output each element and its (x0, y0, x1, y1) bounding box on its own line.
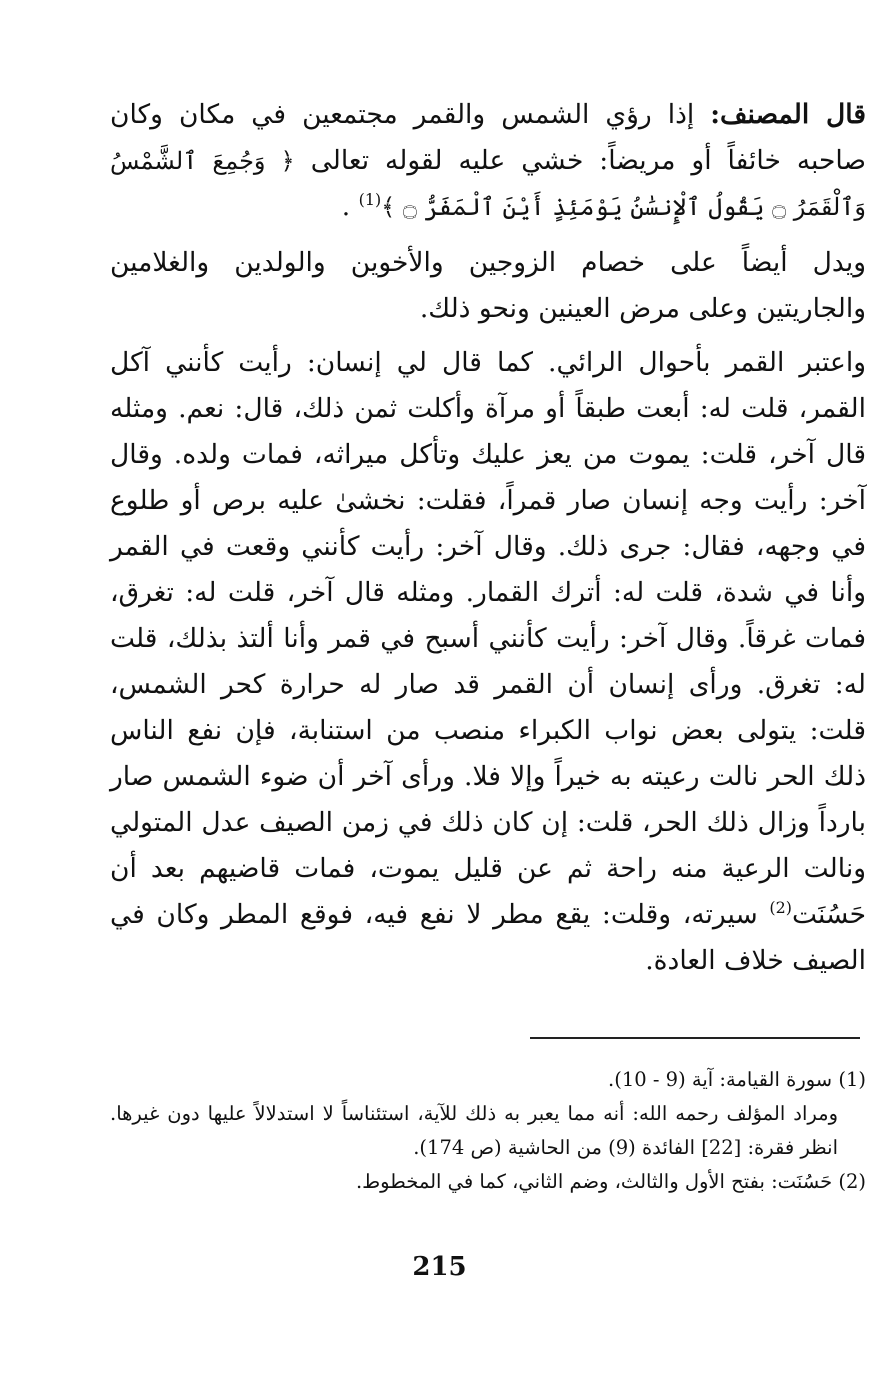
paragraph-1 (110, 92, 866, 230)
page-number: 215 (412, 1252, 467, 1282)
paragraph-3-text-b: سيرته، وقلت: يقع مطر لا نفع فيه، فوقع المطر وكان في الصيف خلاف العادة. (110, 899, 866, 976)
footnote-divider (530, 1037, 860, 1039)
author-heading: قال المصنف: (710, 99, 867, 130)
paragraph-1-end: . (341, 191, 359, 222)
main-text (110, 92, 866, 984)
footnote-1-number: (1) (838, 1068, 866, 1091)
paragraph-2: ويدل أيضاً على خصام الزوجين والأخوين والولدين والغلامين والجاريتين وعلى مرض العينين ونحو ذلك. (110, 247, 866, 324)
footnotes (110, 1063, 866, 1199)
footnote-1-detail: ومراد المؤلف رحمه الله: أنه مما يعبر به ذلك للآية، استئناساً لا استدلالاً عليها دون غيرها. انظر فقرة: [22] الفائدة (9) من الحاشية (ص 174). (110, 1102, 838, 1159)
paragraph-1-text: إذا رؤي الشمس والقمر مجتمعين في مكان وكان صاحبه خائفاً أو مريضاً: خشي عليه لقوله تعالى (110, 99, 866, 176)
footnote-2-number: (2) (838, 1170, 866, 1193)
footnote-1 (110, 1063, 866, 1097)
footnote-2-text: حَسُنَت: بفتح الأول والثالث، وضم الثاني، كما في المخطوط. (355, 1170, 833, 1193)
footnote-ref-1: (1) (358, 190, 382, 210)
quran-verse: ﴿ وَجُمِعَ ٱلشَّمْسُ وَٱلْقَمَرُ ۝ يَقُولُ ٱلْإِنسَٰنُ يَوْمَئِذٍ أَيْنَ ٱلْمَفَرُّ ۝ ﴾ (110, 147, 866, 221)
paragraph-3 (110, 340, 866, 984)
paragraph-3-text-a: واعتبر القمر بأحوال الرائي. كما قال لي إنسان: رأيت كأنني آكل القمر، قلت له: أبعت طبقاً أو مرآة وأكلت ثمن ذلك، قال: نعم. ومثله قال آخر، قلت: يموت من يعز عليك وتأكل ميراثه، فمات ولده. وقال آخر: رأيت وجه إنسان صار قمراً، فقلت: نخشىٰ عليه برص أو طلوع في وجهه، فقال: جرى ذلك. وقال آخر: رأيت كأنني وقعت في القمر وأنا في شدة، قلت له: أترك القمار. ومثله قال آخر، قلت له: تغرق، فمات غرقاً. وقال آخر: رأيت كأنني أسبح في قمر وأنا ألتذ بذلك، قلت له: تغرق. ورأى إنسان أن القمر قد صار له حرارة كحر الشمس، قلت: يتولى بعض نواب الكبراء منصب من استنابة، فإن نفع الناس ذلك الحر نالت رعيته به خيراً وإلا فلا. ورأى آخر أن ضوء الشمس صار بارداً وزال ذلك الحر، قلت: إن كان ذلك في زمن الصيف عدل المتولي ونالت الرعية منه راحة ثم عن قليل يموت، فمات قاضيهم بعد أن حَسُنَت (110, 347, 866, 930)
footnote-ref-2: (2) (769, 898, 792, 918)
footnote-2 (110, 1165, 866, 1199)
footnote-1-text: سورة القيامة: آية (9 - 10). (608, 1068, 833, 1091)
